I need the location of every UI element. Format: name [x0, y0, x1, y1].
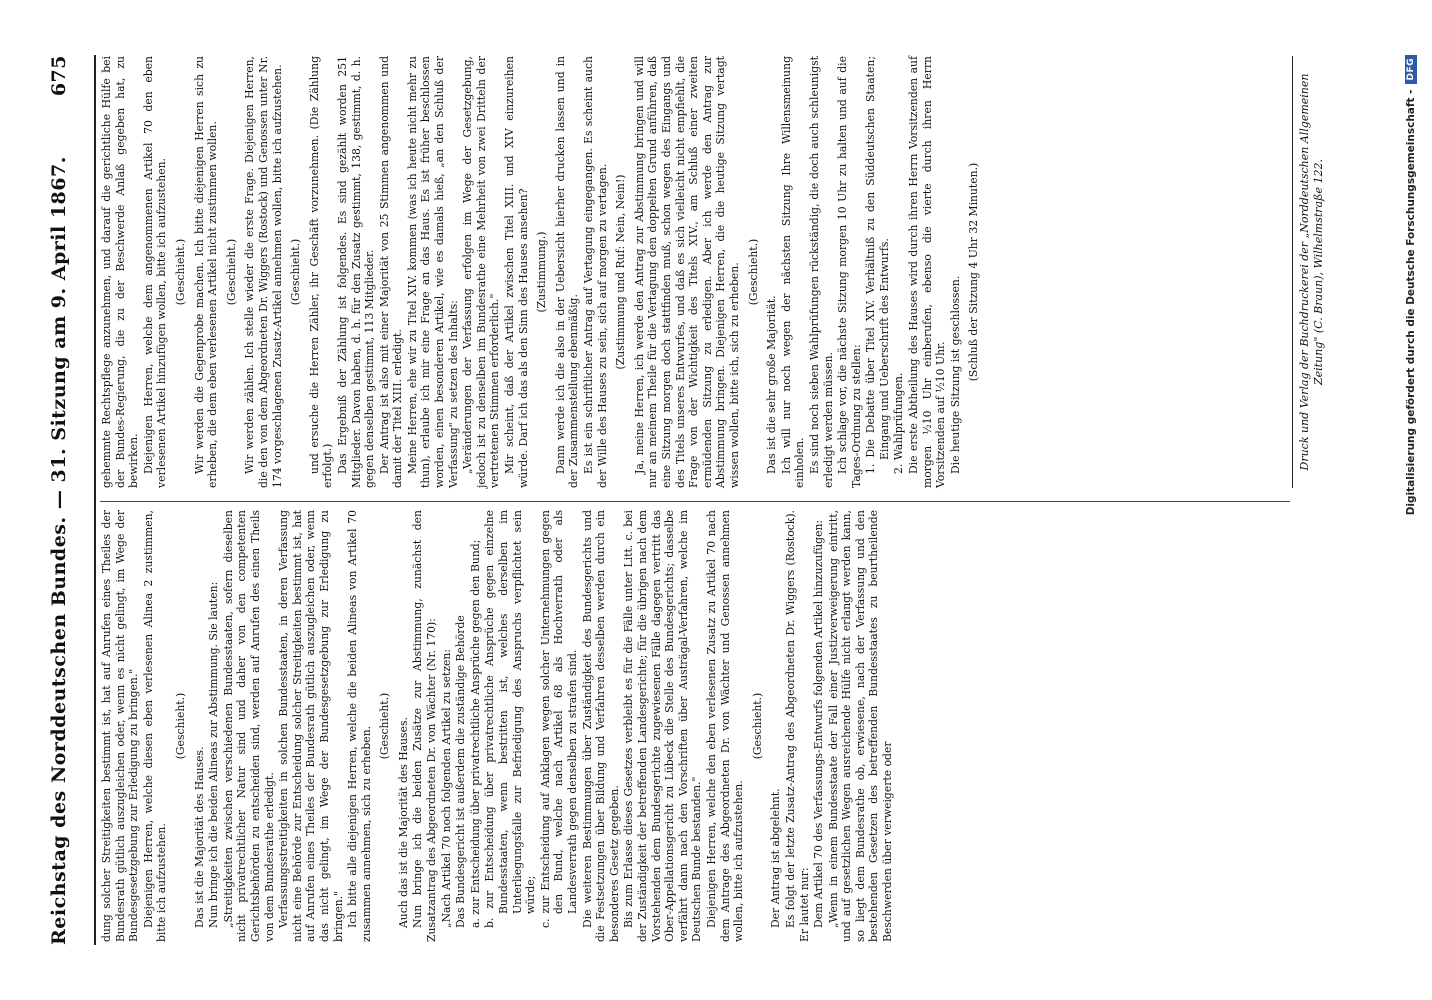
- paragraph: Dann werde ich die also in der Uebersicht hierher drucken lassen und in der Zusammenstellung ebenmäßig.: [553, 56, 581, 488]
- paragraph: Ja, meine Herren, ich werde den Antrag zur Abstimmung bringen und will nur an meinem Theile für die Vertagung den doppelten Grund anführen, daß eine Sitzung morgen doch stattfinden muß, schon wegen des Eingangs und des Titels unseres Entwurfes, und daß es sich vielleicht nicht empfiehlt, die Frage von der Wichtigkeit des Titels XIV., am Schluß einer zweiten ermüdenden Sitzung zu erledigen. Aber ich werde den Antrag zur Abstimmung bringen. Diejenigen Herren, die die heutige Sitzung vertagt wissen wollen, bitte ich, sich zu erheben.: [632, 56, 741, 488]
- digitization-text: Digitalisierung gefördert durch die Deutsche Forschungsgemeinschaft -: [1405, 89, 1417, 516]
- paragraph: Meine Herren, ehe wir zu Titel XIV. kommen (was ich heute nicht mehr zu thun), erlaube ich mir eine Frage an das Haus. Es ist früher beschlossen worden, einen besonderen Artikel, wie es damals hieß, „an den Schluß der Verfassung" zu setzen des Inhalts:: [405, 56, 460, 488]
- header-session: — 31. Sitzung am 9. April 1867.: [48, 156, 70, 510]
- paragraph: Auch das ist die Majorität des Hauses.: [396, 717, 410, 928]
- header-title: Reichstag des Norddeutschen Bundes.: [48, 516, 70, 945]
- paragraph: 2. Wahlprüfungen.: [892, 372, 906, 474]
- page-number: 675: [48, 55, 70, 97]
- paragraph: Die weiteren Bestimmungen über Zuständigkeit des Bundesgerichts und die Festsetzungen über Bildung und Verfahren desselben werden durch ein besonderes Gesetz gegeben.: [580, 510, 621, 942]
- paragraph: „Wenn in einem Bundesstaate der Fall einer Justizverweigerung eintritt, und auf gesetzlichen Wegen ausreichende Hülfe nicht erlangt werden kann, so liegt dem Bundesrathe ob, erwiesene, nach der Verfassung und den bestehenden Gesetzen des betreffenden Bundesstaates zu beurtheilende Beschwerden über verweigerte oder: [826, 510, 895, 942]
- page-header: [48, 55, 88, 945]
- paragraph: Die heutige Sitzung ist geschlossen.: [948, 275, 962, 474]
- column-divider: [100, 501, 1290, 502]
- paragraph: Nun bringe ich die beiden Zusätze zur Abstimmung, zunächst den Zusatzantrag des Abgeordneten Dr. von Wächter (Nr. 170):: [411, 510, 439, 942]
- paragraph: Diejenigen Herren, welche diesen eben verlesenen Alinea 2 zustimmen, bitte ich aufzustehen.: [141, 510, 169, 942]
- stage-direction: (Zustimmung und Ruf: Nein, Nein!): [614, 174, 628, 370]
- paragraph: „Veränderungen der Verfassung erfolgen im Wege der Gesetzgebung, jedoch ist zu denselben im Bundesrathe eine Mehrheit von zwei Dritteln der vertretenen Stimmen erforderlich.": [461, 56, 502, 488]
- paragraph: Ich will nur noch wegen der nächsten Sitzung Ihre Willensmeinung einholen.: [779, 56, 807, 488]
- paragraph: und ersuche die Herren Zähler, ihr Geschäft vorzunehmen. (Die Zählung erfolgt.): [307, 56, 335, 488]
- paragraph: Ich bitte alle diejenigen Herren, welche die beiden Alineas von Artikel 70 zusammen annehmen, sich zu erheben.: [346, 510, 373, 942]
- paragraph: Das ist die sehr große Majorität.: [765, 295, 779, 474]
- header-right: [48, 55, 70, 509]
- stage-direction: (Geschieht.): [746, 238, 760, 306]
- printer-line: Druck und Verlag der Buchdruckerei der „Norddeutschen Allgemeinen Zeitung" (C. Braun), Wilhelmstraße 122.: [1298, 73, 1325, 471]
- paragraph: Das Ergebniß der Zählung ist folgendes. Es sind gezählt worden 251 Mitglieder. Davon haben, d. h. für den Zusatz gestimmt, 138, gestimmt, d. h. gegen denselben gestimmt, 113 Mitglieder.: [335, 56, 377, 488]
- paragraph: Dem Artikel 70 des Verfassungs-Entwurfs folgenden Artikel hinzuzufügen:: [812, 519, 826, 928]
- left-column: [100, 510, 896, 942]
- paragraph: Mir scheint, daß der Artikel zwischen Titel XIII. und XIV einzureihen würde. Darf ich das als den Sinn des Hauses ansehen?: [503, 56, 530, 488]
- paragraph: Der Antrag ist also mit einer Majorität von 25 Stimmen angenommen und damit der Titel XIII. erledigt.: [377, 56, 405, 488]
- digitization-note: [1405, 55, 1417, 945]
- stage-direction: (Geschieht.): [173, 692, 187, 760]
- paragraph: „Streitigkeiten zwischen verschiedenen Bundesstaaten, sofern dieselben nicht privatrechtlicher Natur sind und daher von den competenten Gerichtsbehörden zu entscheiden sind, werden auf Anrufen des einen Theils von dem Bundesrathe erledigt.: [221, 510, 276, 942]
- paragraph: Die erste Abtheilung des Hauses wird durch ihren Herrn Vorsitzenden auf morgen ½10 Uhr einberufen, ebenso die vierte durch ihren Herrn Vorsitzenden auf ½10 Uhr.: [907, 56, 948, 488]
- stage-direction: (Geschieht.): [750, 692, 764, 760]
- dfg-logo: DFG: [1405, 55, 1417, 84]
- paragraph: dung solcher Streitigkeiten bestimmt ist, hat auf Anrufen eines Theiles der Bundesrath gütlich auszugleichen oder, wenn es nicht gelingt, im Wege der Bundesgesetzgebung zur Erledigung zu bringen.": [100, 510, 141, 942]
- paragraph: Nun bringe ich die beiden Alineas zur Abstimmung. Sie lauten:: [207, 581, 221, 928]
- paragraph: „Nach Artikel 70 noch folgenden Artikel zu setzen:: [439, 648, 453, 928]
- paragraph: Wir werden die Gegenprobe machen. Ich bitte diejenigen Herren sich zu erheben, die dem eben verlesenen Artikel nicht zustimmen wollen.: [192, 56, 220, 488]
- paragraph: gehemmte Rechtspflege anzunehmen, und darauf die gerichtliche Hülfe bei der Bundes-Regierung, die zu der Beschwerde Anlaß gegeben hat, zu bewirken.: [100, 56, 141, 488]
- paragraph: Das Bundesgericht ist außerdem die zuständige Behörde: [454, 615, 468, 928]
- paragraph: Es sind noch sieben Wahlprüfungen rückständig, die doch auch schleunigst erledigt werden müssen.: [807, 56, 835, 488]
- paragraph: Der Antrag ist abgelehnt.: [769, 788, 783, 928]
- stage-direction: (Geschieht.): [224, 238, 238, 306]
- paragraph: Wir werden zählen. Ich stelle wieder die erste Frage. Diejenigen Herren, die den von dem Abgeordneten Dr. Wiggers (Rostock) und Genossen unter Nr. 174 vorgeschlagenen Zusatz-Artikel annehmen wollen, bitte ich aufzustehen.: [243, 56, 284, 488]
- right-column: [100, 56, 986, 488]
- stage-direction: (Geschieht.): [289, 238, 303, 306]
- paragraph: Das ist die Majorität des Hauses.: [192, 746, 206, 928]
- paragraph: 1. Die Debatte über Titel XIV. Verhältniß zu den Süddeutschen Staaten; Eingang und Ueberschrift des Entwurfs.: [864, 56, 891, 474]
- paragraph: Ich schlage vor, die nächste Sitzung morgen 10 Uhr zu halten und auf die Tages-Ordnung zu stellen:: [836, 56, 863, 488]
- paragraph: b. zur Entscheidung über privatrechtliche Ansprüche gegen einzelne Bundesstaaten, wenn bestritten ist, welches derselben im Unterliegungsfalle zur Befriedigung des Anspruchs verpflichtet sein würde;: [483, 510, 538, 928]
- paragraph: c. zur Entscheidung auf Anklagen wegen solcher Unternehmungen gegen den Bund, welche nach Artikel 68 als Hochverrath oder als Landesverrath gegen denselben zu strafen sind.: [538, 510, 579, 928]
- stage-direction: (Geschieht.): [173, 238, 187, 306]
- paragraph: Es ist ein schriftlicher Antrag auf Vertagung eingegangen. Es scheint auch der Wille des Hauses zu sein, sich auf morgen zu vertagen.: [582, 56, 609, 488]
- stage-direction: (Geschieht.): [378, 692, 392, 760]
- paragraph: Verfassungsstreitigkeiten in solchen Bundesstaaten, in deren Verfassung nicht eine Behörde zur Entscheidung solcher Streitigkeiten bestimmt ist, hat auf Anrufen eines Theiles der Bundesrath gütlich auszugleichen oder, wenn das nicht gelingt, im Wege der Bundesgesetzgebung zur Erledigung zu bringen.": [277, 510, 345, 942]
- stage-direction: (Schluß der Sitzung 4 Uhr 32 Minuten.): [967, 162, 981, 382]
- paragraph: Es folgt der letzte Zusatz-Antrag des Abgeordneten Dr. Wiggers (Rostock). Er lautet nur:: [783, 510, 811, 942]
- paragraph: Bis zum Erlasse dieses Gesetzes verbleibt es für die Fälle unter Litt. c. bei der Zuständigkeit der betreffenden Landesgerichte; für die übrigen nach dem Vorstehenden dem Bundesgerichte zugewiesenen Fälle dagegen vertritt das Ober-Appellationsgericht zu Lübeck die Stelle des Bundesgerichts; dasselbe verfährt dann nach den Vorschriften über Austrägal-Verfahren, welche im Deutschen Bunde bestanden.": [622, 510, 704, 942]
- paragraph: Diejenigen Herren, welche dem angenommenen Artikel 70 den eben verlesenen Artikel hinzufügen wollen, bitte ich aufzustehen.: [141, 56, 169, 488]
- stage-direction: (Zustimmung.): [535, 231, 549, 313]
- paragraph: a. zur Entscheidung über privatrechtliche Ansprüche gegen den Bund;: [468, 539, 482, 928]
- paragraph: Diejenigen Herren, welche den eben verlesenen Zusatz zu Artikel 70 nach dem Antrage des Abgeordneten Dr. von Wächter und Genossen annehmen wollen, bitte ich aufzustehen.: [704, 510, 746, 942]
- header-rule: [94, 55, 96, 945]
- printer-rule: [1292, 56, 1293, 488]
